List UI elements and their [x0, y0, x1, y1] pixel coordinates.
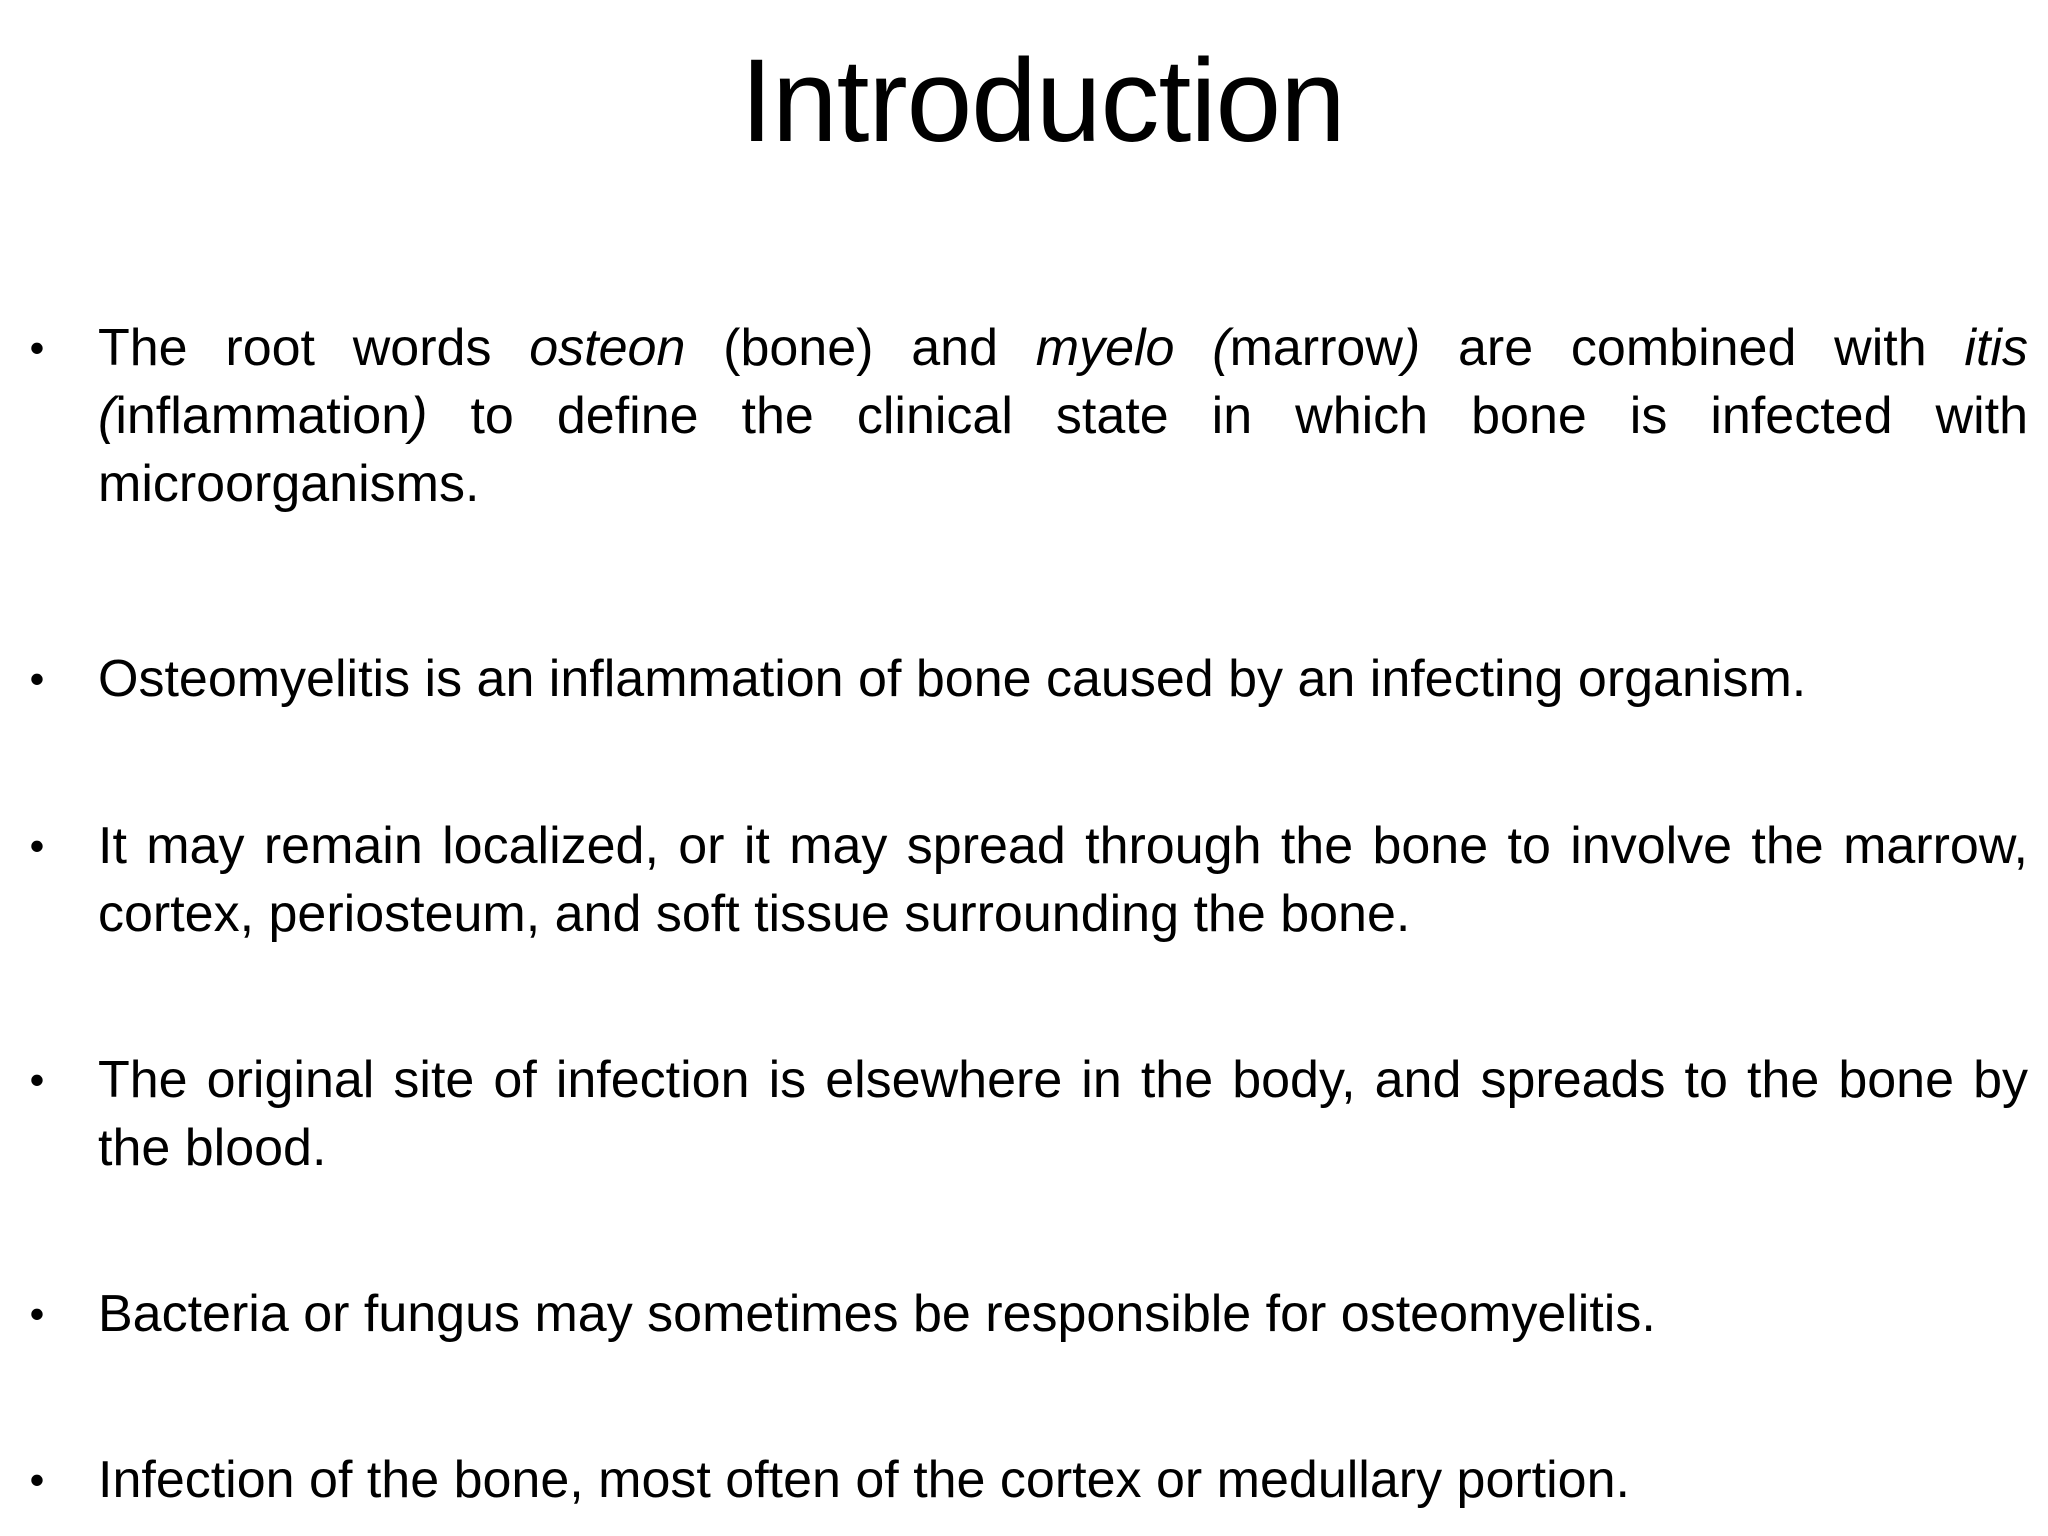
bullet-text — [98, 817, 2028, 943]
bullet-text-segment: itis ( — [98, 319, 2028, 445]
bullet-text-segment: ) — [410, 387, 428, 445]
bullet-text-segment: (bone) and — [685, 319, 1036, 377]
bullet-text-segment: The original site of infection is elsewhere in the body, and spreads to the bone by the blood. — [98, 1051, 2028, 1177]
bullet-text — [98, 1285, 1656, 1343]
bullet-text-segment: It may remain localized, or it may spread through the bone to involve the marrow, cortex, periosteum, and soft tissue surrounding the bone. — [98, 817, 2028, 943]
bullet-text-segment: Infection of the bone, most often of the cortex or medullary portion. — [98, 1451, 1630, 1509]
bullet-text-segment: The root words — [98, 319, 530, 377]
bullet-text — [98, 319, 2028, 513]
bullet-dot-icon: • — [29, 1456, 45, 1503]
bullet-text — [98, 650, 1806, 708]
bullet-text-segment: Bacteria or fungus may sometimes be responsible for osteomyelitis. — [98, 1285, 1656, 1343]
bullet-text — [98, 1451, 1630, 1509]
slide-title: Introduction — [740, 35, 1345, 167]
bullet-dot-icon: • — [29, 1056, 45, 1103]
bullet-item — [29, 314, 2028, 518]
bullet-text-segment: ) — [1402, 319, 1421, 377]
bullet-text-segment: marrow — [1229, 319, 1403, 377]
bullet-text-segment: myelo ( — [1035, 319, 1230, 377]
bullet-item — [29, 812, 2028, 948]
bullet-dot-icon: • — [29, 655, 45, 702]
bullet-item — [29, 1046, 2028, 1182]
bullet-dot-icon: • — [29, 324, 45, 371]
bullet-text-segment: inflammation — [115, 387, 411, 445]
bullet-dot-icon: • — [29, 1290, 45, 1337]
bullet-text-segment: are combined with — [1420, 319, 1965, 377]
bullet-item — [29, 1280, 2028, 1348]
bullet-dot-icon: • — [29, 822, 45, 869]
bullet-text-segment: to define the clinical state in which bone is infected with microorganisms. — [98, 387, 2028, 513]
bullet-text-segment: osteon — [529, 319, 686, 377]
bullet-text — [98, 1051, 2028, 1177]
bullet-text-segment: Osteomyelitis is an inflammation of bone caused by an infecting organism. — [98, 650, 1807, 708]
bullet-item — [29, 1446, 2028, 1514]
bullet-item — [29, 645, 2028, 713]
